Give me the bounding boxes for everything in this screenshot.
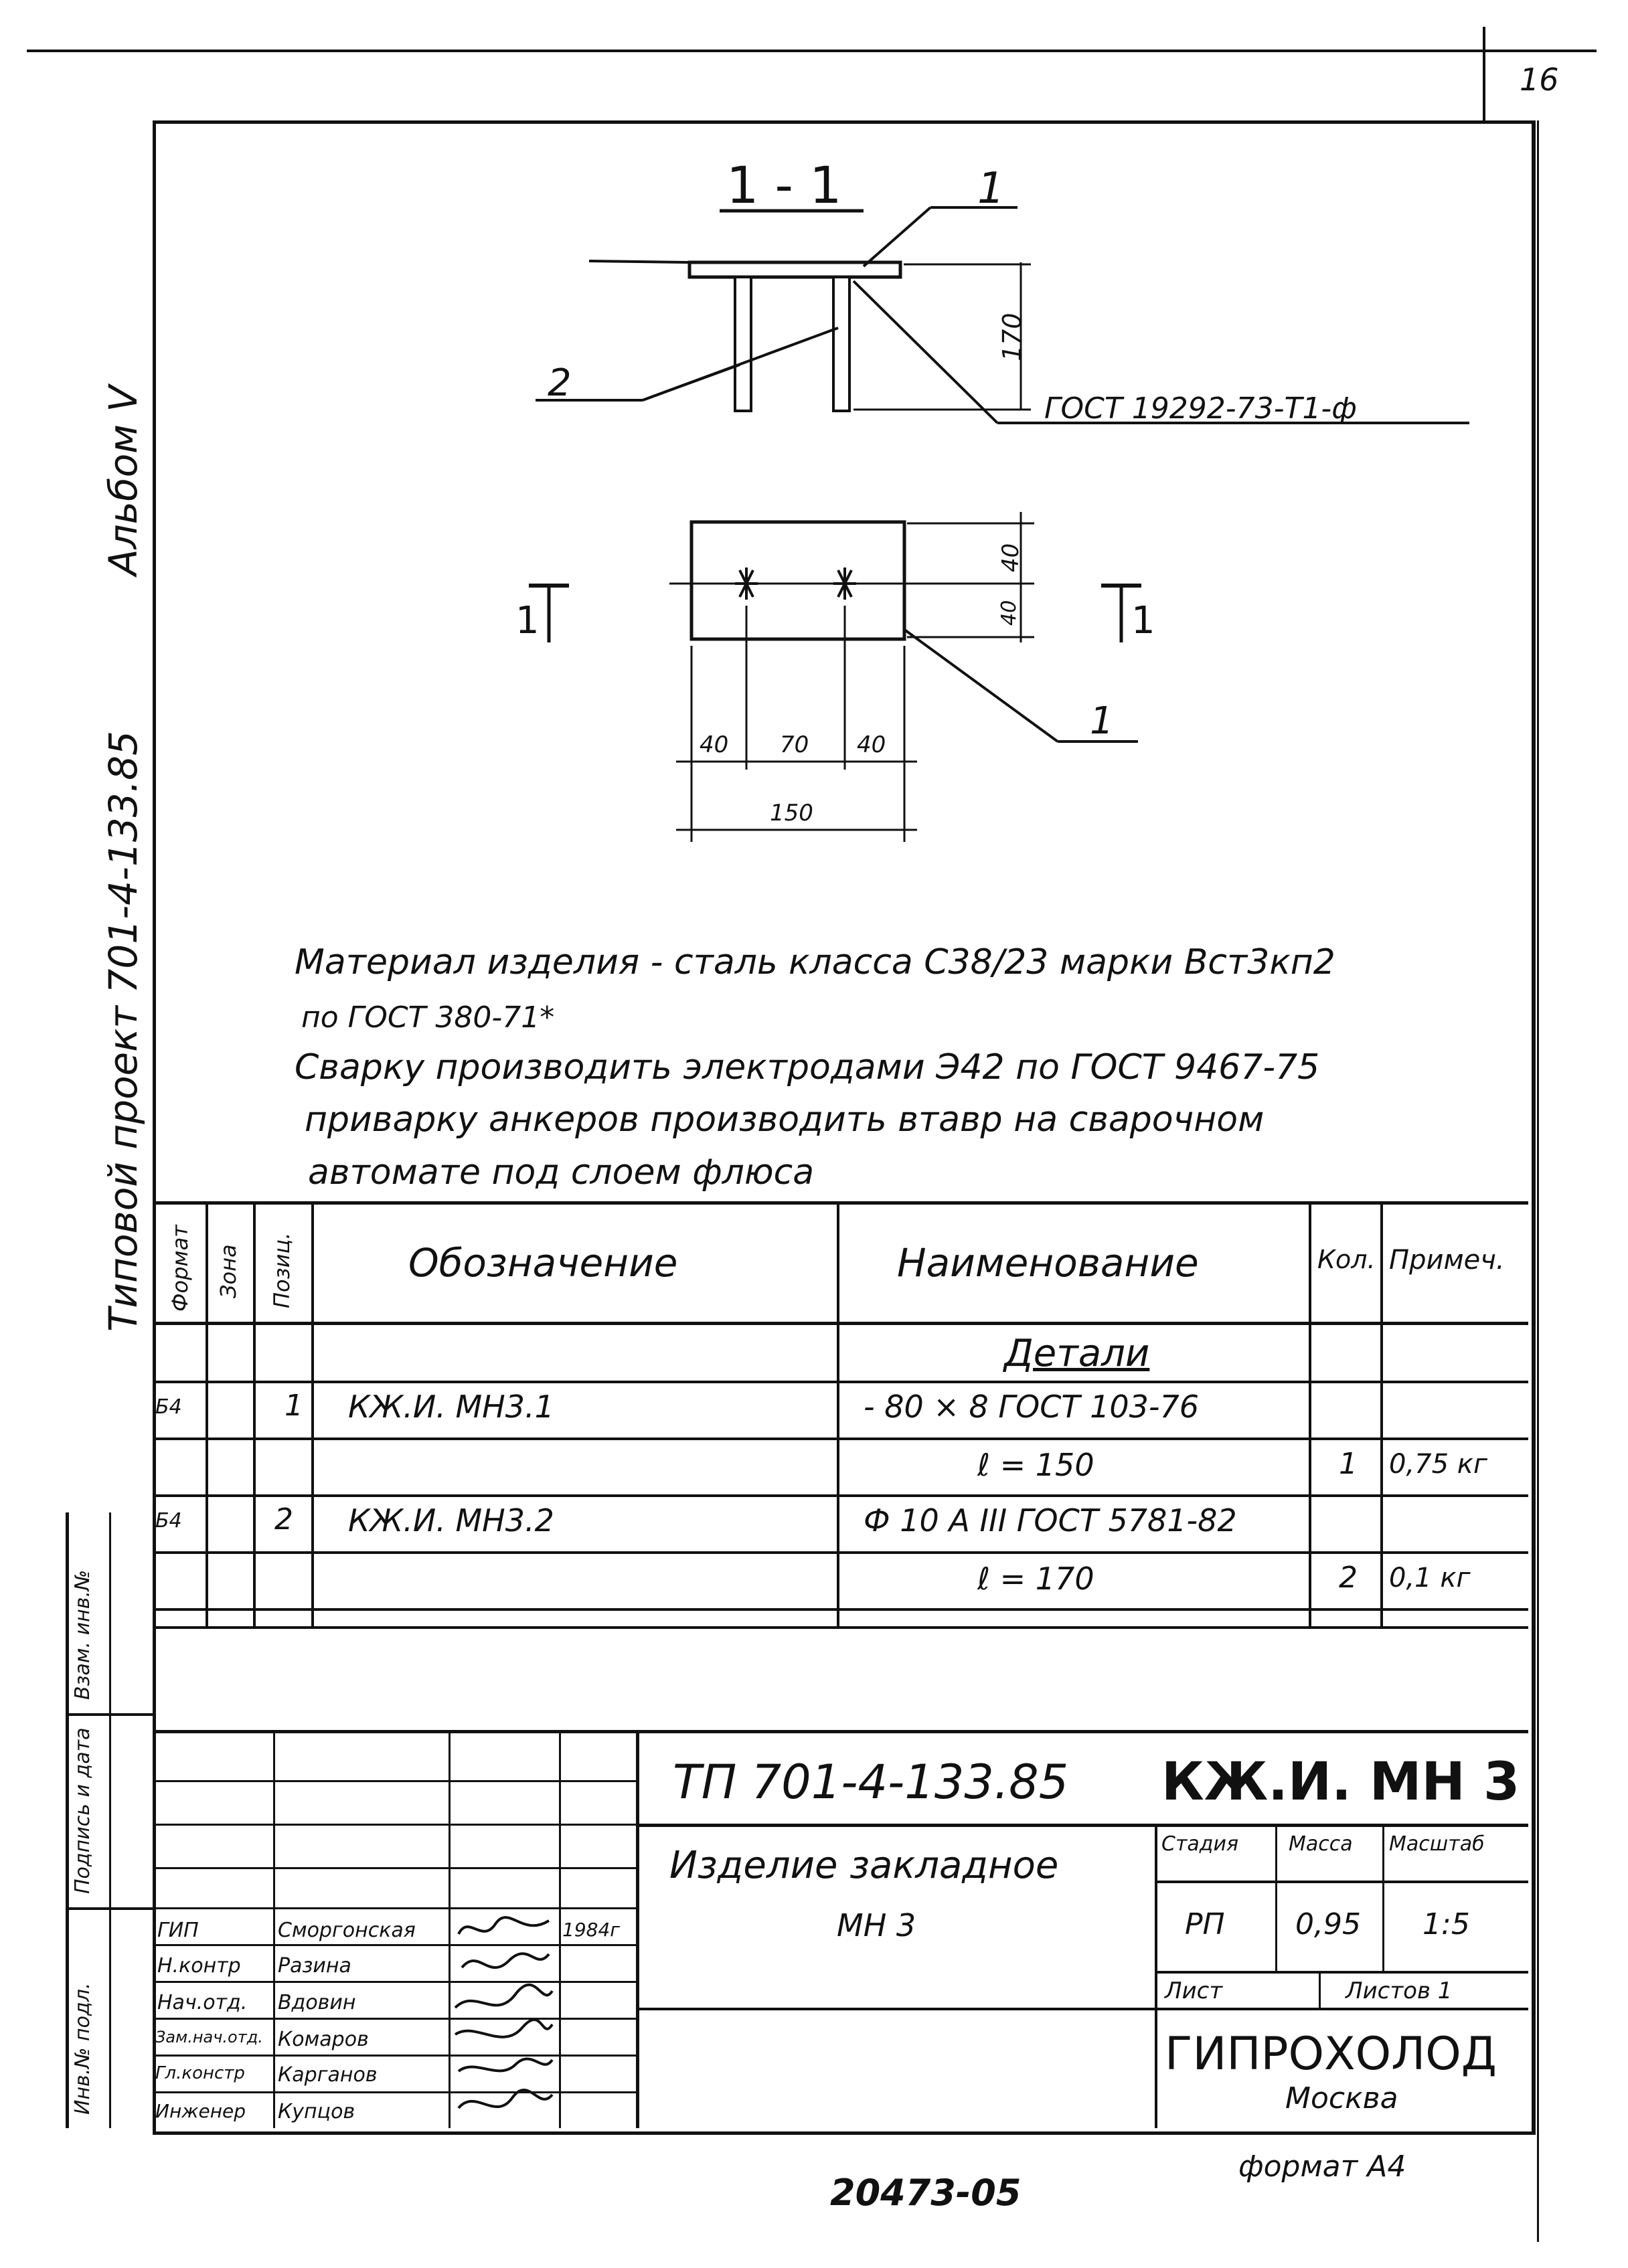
anchor-left [735, 277, 751, 411]
spec-row2 [153, 1437, 1528, 1440]
format-label: формат А4 [1238, 2150, 1406, 2184]
dim-70: 70 [780, 731, 809, 758]
dim-40-mid: 40 [857, 731, 886, 758]
cut-mark-left: 1 [515, 599, 540, 642]
side-stamp-inv: Инв.№ подл. [71, 1982, 94, 2115]
tb-top [153, 1730, 1528, 1733]
scale-label: Масштаб [1389, 1832, 1485, 1856]
tb-mid [636, 1824, 1528, 1827]
anchor-right [833, 277, 849, 411]
embedded-part-drawing [0, 0, 1628, 937]
tb-col-sheets [1319, 1971, 1321, 2008]
spec-header-note: Примеч. [1389, 1245, 1505, 1276]
tb-col-main [636, 1730, 639, 2128]
spec-row1-format: Б4 [155, 1395, 182, 1419]
signer-4-role: Зам.нач.отд. [155, 2028, 263, 2046]
callout-2: 2 [548, 361, 572, 405]
signatures [449, 1907, 559, 2128]
dim-right-lower: 40 [997, 600, 1021, 626]
spec-row1-name: - 80 × 8 ГОСТ 103-76 [864, 1389, 1200, 1425]
item-name-line2: МН 3 [837, 1907, 916, 1943]
tb-sub2 [1155, 1971, 1528, 1974]
leader-1-top [864, 207, 930, 266]
tb-col-mass [1275, 1824, 1277, 1971]
dim-40-left: 40 [700, 731, 729, 758]
note-line-5: автомате под слоем флюса [308, 1152, 815, 1193]
plate-plan [691, 522, 904, 639]
sheet-label: Лист [1165, 1978, 1223, 2004]
spec-row3-designation: КЖ.И. МН3.2 [348, 1502, 554, 1539]
spec-row1-pos: 1 [284, 1389, 303, 1423]
signer-5-name: Карганов [278, 2063, 378, 2087]
tb-sub3 [636, 2008, 1528, 2010]
mass-value: 0,95 [1295, 1907, 1361, 1941]
spec-col-designation [837, 1201, 839, 1626]
spec-row3 [153, 1494, 1528, 1497]
spec-col-pos [311, 1201, 314, 1626]
album-label: Альбом V [100, 385, 146, 576]
spec-row4 [153, 1551, 1528, 1554]
callout-1-plan: 1 [1090, 699, 1114, 743]
spec-row6 [153, 1626, 1528, 1629]
spec-top [153, 1201, 1528, 1205]
page-number: 16 [1520, 62, 1559, 98]
spec-col-format [206, 1201, 208, 1626]
dim-height: 170 [997, 313, 1027, 361]
spec-header-qty: Кол. [1317, 1245, 1376, 1274]
spec-section-title: Детали [1004, 1332, 1150, 1375]
spec-row3-pos: 2 [274, 1502, 293, 1537]
spec-header-name: Наименование [897, 1240, 1199, 1286]
note-line-2: по ГОСТ 380-71* [301, 1000, 555, 1035]
spec-row3-name: Ф 10 А III ГОСТ 5781-82 [864, 1502, 1237, 1539]
spec-header-pos: Позиц. [269, 1232, 295, 1308]
signer-1-date: 1984г [562, 1919, 620, 1941]
spec-header-format: Формат [167, 1225, 193, 1312]
leader-1-plan [904, 629, 1058, 742]
signer-2-name: Разина [278, 1954, 351, 1978]
tb-col-right [1155, 1824, 1157, 2128]
org-city: Москва [1285, 2081, 1398, 2115]
item-name-line1: Изделие закладное [669, 1844, 1059, 1887]
spec-row2-note: 0,75 кг [1389, 1449, 1487, 1480]
tb-sub [1155, 1881, 1528, 1883]
tb-col-scale [1382, 1824, 1384, 1971]
signer-2-role: Н.контр [157, 1954, 241, 1978]
spec-row5 [153, 1608, 1528, 1611]
project-side-label: Типовой проект 701-4-133.85 [100, 731, 146, 1332]
signer-1-name: Сморгонская [278, 1919, 416, 1942]
spec-row4-qty: 2 [1339, 1561, 1358, 1595]
side-stamp-inner [109, 1512, 111, 2128]
spec-row2-qty: 1 [1339, 1447, 1358, 1481]
doc-code: ТП 701-4-133.85 [673, 1755, 1069, 1810]
stage-value: РП [1185, 1907, 1225, 1941]
dim-40-right: 40 [997, 543, 1024, 572]
spec-header-designation: Обозначение [408, 1240, 678, 1286]
org-name: ГИПРОХОЛОД [1165, 2028, 1497, 2081]
section-title: 1 - 1 [726, 155, 842, 215]
stage-label: Стадия [1161, 1832, 1239, 1856]
signer-3-name: Вдовин [278, 1991, 356, 2014]
signer-4-name: Комаров [278, 2028, 369, 2051]
weld-note: ГОСТ 19292-73-Т1-ф [1044, 391, 1357, 426]
signer-1-role: ГИП [157, 1919, 199, 1942]
thickness-mark [589, 261, 688, 262]
note-line-1: Материал изделия - сталь класса С38/23 марки Вст3кп2 [295, 942, 1335, 982]
sheets-label: Листов 1 [1346, 1978, 1453, 2004]
spec-col-qty [1380, 1201, 1383, 1626]
signer-5-role: Гл.констр [155, 2063, 245, 2083]
note-line-4: приварку анкеров производить втавр на сварочном [305, 1100, 1265, 1140]
callout-1-top: 1 [977, 164, 1005, 213]
scale-value: 1:5 [1422, 1907, 1470, 1941]
archive-number: 20473-05 [830, 2172, 1022, 2214]
spec-col-name [1309, 1201, 1311, 1626]
signer-6-name: Купцов [278, 2100, 355, 2123]
spec-row1 [153, 1381, 1528, 1383]
mass-label: Масса [1289, 1832, 1353, 1856]
note-line-3: Сварку производить электродами Э42 по ГОСТ 9467-75 [295, 1047, 1320, 1087]
dim-150: 150 [770, 800, 813, 826]
spec-row4-name: ℓ = 170 [977, 1561, 1094, 1597]
signer-6-role: Инженер [155, 2100, 246, 2122]
side-stamp-vzam: Взам. инв.№ [71, 1569, 94, 1700]
left-side-strip [66, 1512, 69, 2128]
cut-mark-right: 1 [1131, 599, 1155, 642]
plate-section [689, 262, 900, 277]
spec-row2-name: ℓ = 150 [977, 1447, 1094, 1483]
spec-col-zone [253, 1201, 256, 1626]
side-stamp-podp: Подпись и дата [71, 1727, 94, 1894]
signer-3-role: Нач.отд. [157, 1991, 248, 2014]
spec-header-bottom [153, 1322, 1528, 1325]
spec-row3-format: Б4 [155, 1509, 182, 1533]
weld-leader [853, 281, 997, 423]
sheet-code: КЖ.И. МН 3 [1161, 1752, 1520, 1812]
spec-header-zone: Зона [216, 1244, 241, 1298]
spec-row1-designation: КЖ.И. МН3.1 [348, 1389, 554, 1425]
spec-row4-note: 0,1 кг [1389, 1563, 1471, 1593]
